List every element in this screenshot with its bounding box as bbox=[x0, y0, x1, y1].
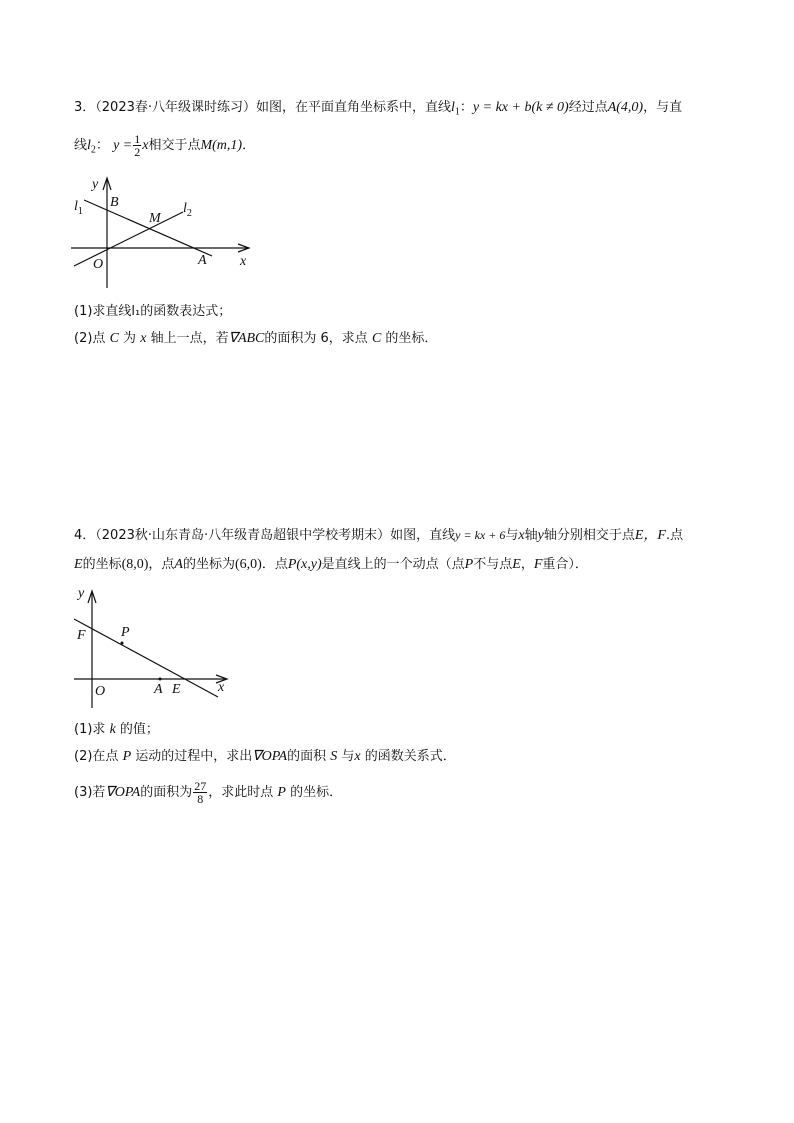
q3-triangle: ∇ABC bbox=[228, 331, 265, 346]
q3-l1-sub: 1 bbox=[454, 106, 460, 118]
q4-text: ．点 bbox=[261, 557, 288, 572]
q3-stem-line2 bbox=[74, 132, 255, 165]
q4-stem-line1 bbox=[74, 525, 683, 546]
q4-figure bbox=[66, 583, 246, 708]
q4-k: k bbox=[109, 722, 116, 737]
q3-point-m: M(m,1) bbox=[200, 138, 243, 153]
q4-text: ，求此时点 bbox=[208, 785, 274, 800]
q4-point-p: P bbox=[464, 557, 474, 572]
q3-point-c: C bbox=[109, 331, 119, 346]
q4-text: 的函数关系式． bbox=[364, 749, 456, 764]
q3-text: 的面积为 6，求点 bbox=[264, 331, 368, 346]
q4-text: 的面积 bbox=[287, 749, 327, 764]
q3-text: 经过点 bbox=[568, 100, 608, 115]
q4-points-ef: E，F bbox=[634, 528, 666, 543]
q3-sub1: (1)求直线l₁的函数表达式； bbox=[74, 304, 232, 319]
q4-point-a-dot bbox=[159, 678, 162, 681]
q4-text: 重合）． bbox=[542, 557, 588, 572]
q4-text: 的坐标为 bbox=[182, 557, 235, 572]
q3-l2-name: l bbox=[87, 138, 91, 153]
q3-x: x bbox=[140, 331, 147, 346]
q3-label-y: y bbox=[92, 177, 99, 192]
q3-l1-letter: l bbox=[74, 199, 78, 214]
q3-point-c: C bbox=[371, 331, 382, 346]
q4-y: y bbox=[537, 528, 544, 543]
q3-text: 线 bbox=[74, 138, 88, 153]
q4-text: 是直线上的一个动点（点 bbox=[321, 557, 465, 572]
q4-label-x: x bbox=[218, 680, 225, 695]
q3-label-a: A bbox=[198, 253, 207, 268]
q3-sub2 bbox=[74, 329, 437, 349]
q3-number: 3． bbox=[74, 100, 96, 115]
q3-text: ，与直 bbox=[643, 100, 683, 115]
q4-text: 如图，直线 bbox=[390, 528, 456, 543]
q4-text: ，点 bbox=[148, 557, 175, 572]
q3-label-m: M bbox=[149, 211, 161, 226]
q3-l1-equation: y = kx + b bbox=[472, 100, 532, 115]
q4-triangle: ∇OPA bbox=[105, 785, 141, 800]
q3-figure bbox=[66, 170, 266, 295]
q4-point-a: A bbox=[174, 557, 183, 572]
q3-text: 的坐标． bbox=[385, 331, 438, 346]
q3-l2-letter: l bbox=[183, 201, 187, 216]
q4-source: （2023秋·山东青岛·八年级青岛超银中学校考期末） bbox=[95, 528, 391, 543]
q3-fraction bbox=[133, 133, 141, 158]
q4-text: (3)若 bbox=[74, 785, 106, 800]
q3-text: 为 bbox=[123, 331, 137, 346]
q3-colon: ： bbox=[95, 138, 109, 153]
q3-text: 相交于点 bbox=[148, 138, 201, 153]
q3-text: ． bbox=[242, 138, 256, 153]
q4-label-e: E bbox=[172, 682, 181, 697]
q3-l2-sub: 2 bbox=[90, 144, 96, 156]
q4-text: 轴 bbox=[524, 528, 538, 543]
q4-point-p: P bbox=[277, 785, 286, 800]
q4-label-o: O bbox=[95, 684, 106, 699]
q4-x: x bbox=[354, 749, 361, 764]
q3-frac-numerator: 1 bbox=[134, 132, 141, 146]
q3-label-x: x bbox=[240, 254, 247, 269]
q4-label-f: F bbox=[77, 628, 86, 643]
q4-number: 4． bbox=[74, 528, 96, 543]
q4-sub2 bbox=[74, 747, 456, 767]
q4-point-p-dot bbox=[121, 642, 124, 645]
q4-label-p: P bbox=[121, 625, 130, 640]
q4-x: x bbox=[518, 528, 525, 543]
q4-a-coord: (6,0) bbox=[235, 557, 262, 572]
q3-label-b: B bbox=[110, 195, 119, 210]
q3-l1-sub-label: 1 bbox=[77, 206, 83, 217]
q4-text: 的坐标． bbox=[290, 785, 343, 800]
q4-text: 的值； bbox=[119, 722, 159, 737]
q3-text: 如图，在平面直角坐标系中，直线 bbox=[256, 100, 452, 115]
q4-point-e: E bbox=[512, 557, 521, 572]
q4-frac-denominator: 8 bbox=[197, 792, 204, 806]
q3-label-l2 bbox=[183, 201, 192, 219]
q3-text: 轴上一点，若 bbox=[150, 331, 229, 346]
q4-text: .点 bbox=[665, 528, 684, 543]
q4-text: 的坐标 bbox=[82, 557, 122, 572]
q3-l1-condition: (k ≠ 0) bbox=[531, 100, 569, 115]
q3-l2-y: y = bbox=[113, 138, 133, 153]
q4-text: (2)在点 bbox=[74, 749, 119, 764]
q4-text: 与 bbox=[341, 749, 355, 764]
q3-point-a: A(4,0) bbox=[607, 100, 644, 115]
q3-l2-sub-label: 2 bbox=[186, 208, 192, 219]
q4-stem-line2 bbox=[74, 555, 588, 575]
q4-label-a: A bbox=[154, 682, 163, 697]
q4-frac-numerator: 27 bbox=[194, 779, 207, 793]
q4-e-coord: (8,0) bbox=[121, 557, 149, 572]
q4-text: 的面积为 bbox=[140, 785, 193, 800]
q4-sub1 bbox=[74, 720, 159, 740]
q4-text: 轴分别相交于点 bbox=[543, 528, 635, 543]
q4-point-f: F bbox=[533, 557, 543, 572]
q4-sub3 bbox=[74, 776, 342, 810]
q4-point-e: E bbox=[74, 557, 83, 572]
q4-text: 运动的过程中，求出 bbox=[135, 749, 253, 764]
q4-equation: y = kx + 6 bbox=[455, 528, 506, 542]
q4-text: ， bbox=[520, 557, 534, 572]
q4-point-p: P bbox=[122, 749, 132, 764]
q3-stem-line1 bbox=[74, 98, 682, 123]
q3-l1-name: l bbox=[451, 100, 455, 115]
q4-fraction bbox=[193, 780, 207, 805]
q4-text: (1)求 bbox=[74, 722, 106, 737]
q4-s: S bbox=[330, 749, 338, 764]
q4-triangle: ∇OPA bbox=[252, 749, 288, 764]
q3-l2-x: x bbox=[142, 138, 149, 153]
q3-source: （2023春·八年级课时练习） bbox=[95, 100, 256, 115]
q4-text: 与 bbox=[505, 528, 519, 543]
q4-text: 不与点 bbox=[473, 557, 513, 572]
q4-p-coord: P(x,y) bbox=[287, 557, 322, 572]
q3-frac-denominator: 2 bbox=[134, 145, 141, 159]
q4-label-y: y bbox=[78, 586, 85, 601]
q3-text: (2)点 bbox=[74, 331, 106, 346]
q3-label-l1 bbox=[74, 199, 83, 217]
q3-label-o: O bbox=[93, 257, 104, 272]
q3-colon: ： bbox=[459, 100, 473, 115]
